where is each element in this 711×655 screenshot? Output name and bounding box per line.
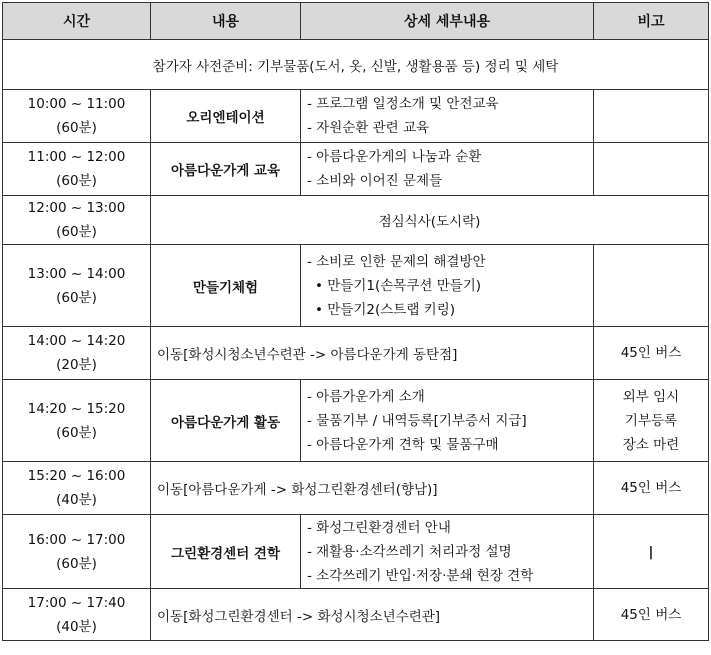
schedule-table — [2, 2, 709, 641]
time-cell — [3, 327, 151, 380]
content-cell: 오리엔테이션 — [151, 90, 301, 143]
detail-line: - 자원순환 관련 교육 — [307, 120, 430, 136]
duration: (60분) — [56, 555, 97, 572]
time-range: 17:00 ~ 17:40 — [27, 594, 126, 611]
duration: (60분) — [56, 424, 97, 441]
duration: (60분) — [56, 289, 97, 306]
table-row — [3, 462, 709, 515]
note-cell: 45인 버스 — [594, 462, 709, 515]
time-range: 13:00 ~ 14:00 — [27, 265, 126, 282]
time-range: 16:00 ~ 17:00 — [27, 531, 126, 548]
note-line: 기부등록 — [624, 412, 678, 429]
detail-line: - 소비로 인한 문제의 해결방안 — [307, 253, 486, 270]
time-range: 14:00 ~ 14:20 — [27, 333, 126, 349]
duration: (60분) — [56, 120, 97, 136]
duration: (40분) — [56, 618, 97, 635]
time-cell — [3, 515, 151, 589]
move-cell: 이동[화성그린환경센터 -> 화성시청소년수련관] — [151, 589, 594, 641]
detail-line: - 소각쓰레기 반입·저장·분쇄 현장 견학 — [307, 567, 534, 584]
content-cell: 아름다운가게 활동 — [151, 380, 301, 462]
table-row — [3, 380, 709, 462]
time-cell — [3, 245, 151, 327]
time-cell — [3, 90, 151, 143]
header-detail: 상세 세부내용 — [301, 3, 594, 40]
detail-cell — [301, 143, 594, 196]
duration: (20분) — [56, 357, 97, 373]
table-row — [3, 245, 709, 327]
detail-line: • 만들기1(손목쿠션 만들기) — [315, 277, 482, 294]
note-cell — [594, 380, 709, 462]
table-row — [3, 143, 709, 196]
header-content: 내용 — [151, 3, 301, 40]
detail-line: - 아름가운가게 소개 — [307, 388, 425, 405]
table-row — [3, 515, 709, 589]
detail-line: - 소비와 이어진 문제들 — [307, 173, 443, 189]
time-range: 14:20 ~ 15:20 — [27, 400, 126, 417]
detail-cell — [301, 515, 594, 589]
header-note: 비고 — [594, 3, 709, 40]
detail-line: - 프로그램 일정소개 및 안전교육 — [307, 96, 499, 112]
table-row — [3, 196, 709, 245]
time-cell — [3, 196, 151, 245]
time-cell — [3, 589, 151, 641]
detail-line: • 만들기2(스트랩 키링) — [315, 301, 455, 318]
note-cell — [594, 90, 709, 143]
duration: (40분) — [56, 492, 97, 508]
move-cell: 이동[아름다운가게 -> 화성그린환경센터(향남)] — [151, 462, 594, 515]
time-range: 10:00 ~ 11:00 — [27, 96, 126, 112]
time-cell — [3, 143, 151, 196]
detail-line: - 재활용·소각쓰레기 처리과정 설명 — [307, 543, 512, 560]
note-cell — [594, 143, 709, 196]
time-range: 15:20 ~ 16:00 — [27, 468, 126, 484]
table-row — [3, 90, 709, 143]
note-cell — [594, 245, 709, 327]
note-line: 장소 마련 — [622, 436, 680, 453]
time-cell — [3, 380, 151, 462]
content-cell: 만들기체험 — [151, 245, 301, 327]
detail-line: - 화성그린환경센터 안내 — [307, 519, 451, 536]
note-cell: 45인 버스 — [594, 589, 709, 641]
duration: (60분) — [56, 173, 97, 189]
header-time: 시간 — [3, 3, 151, 40]
detail-line: - 물품기부 / 내역등록[기부증서 지급] — [307, 412, 527, 429]
duration: (60분) — [56, 224, 97, 240]
note-line: 외부 임시 — [622, 388, 680, 405]
header-row — [3, 3, 709, 40]
content-cell: 그린환경센터 견학 — [151, 515, 301, 589]
detail-cell — [301, 380, 594, 462]
detail-cell — [301, 90, 594, 143]
prep-row — [3, 40, 709, 90]
time-range: 12:00 ~ 13:00 — [27, 200, 126, 216]
detail-line: - 아름다운가게 견학 및 물품구매 — [307, 436, 499, 453]
move-cell: 이동[화성시청소년수련관 -> 아름다운가게 동탄점] — [151, 327, 594, 380]
detail-cell — [301, 245, 594, 327]
lunch-cell: 점심식사(도시락) — [151, 196, 709, 245]
note-cell: | — [594, 515, 709, 589]
time-cell — [3, 462, 151, 515]
prep-text: 참가자 사전준비: 기부물품(도서, 옷, 신발, 생활용품 등) 정리 및 세탁 — [3, 40, 709, 90]
note-cell: 45인 버스 — [594, 327, 709, 380]
detail-line: - 아름다운가게의 나눔과 순환 — [307, 149, 482, 165]
table-row — [3, 589, 709, 641]
time-range: 11:00 ~ 12:00 — [27, 149, 126, 165]
table-row — [3, 327, 709, 380]
content-cell: 아름다운가게 교육 — [151, 143, 301, 196]
